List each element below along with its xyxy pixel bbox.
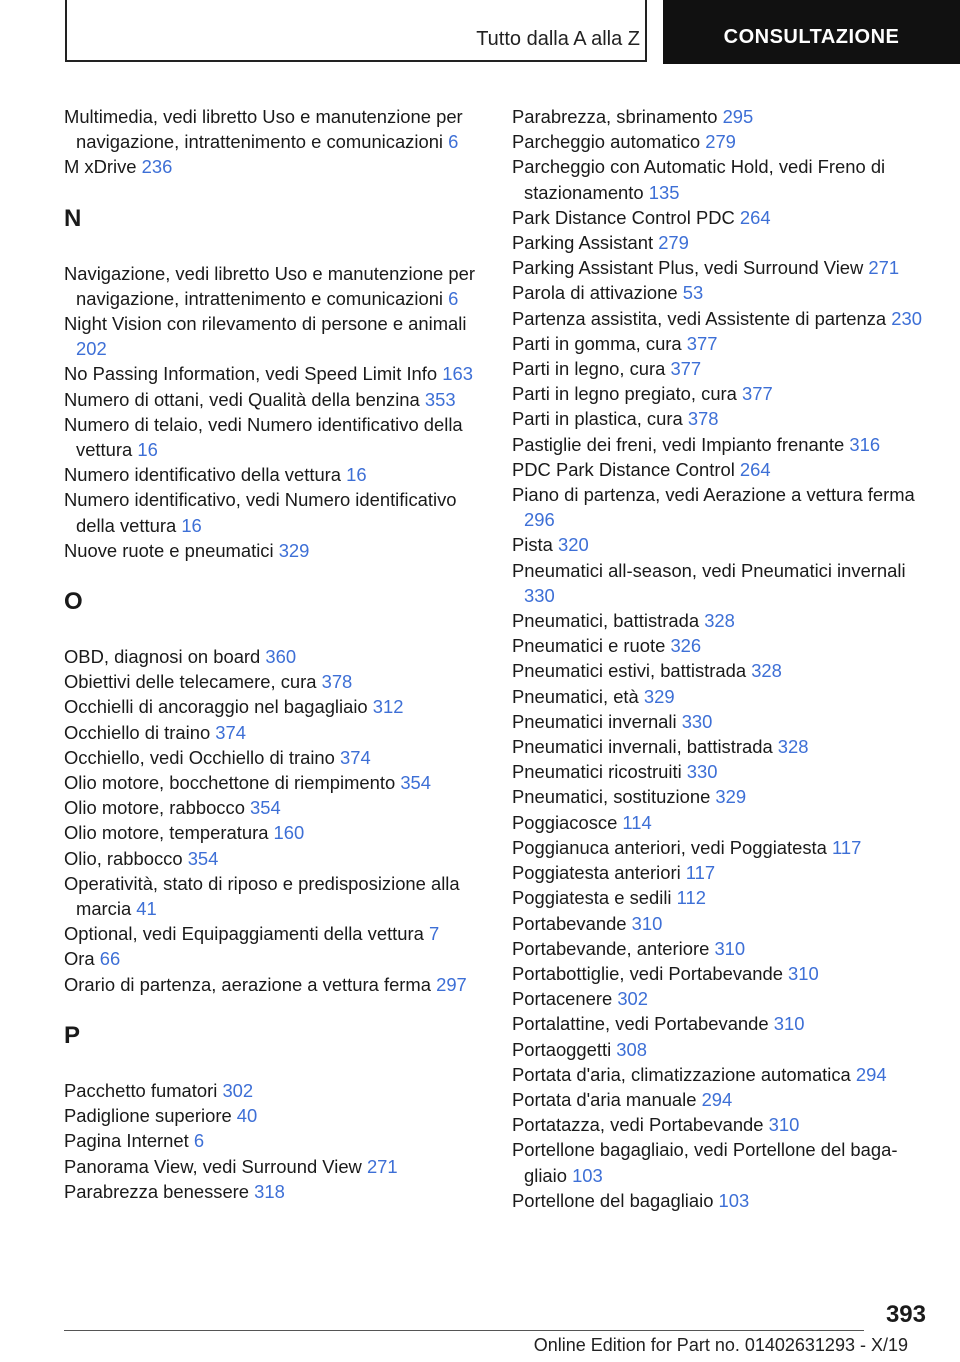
- index-letter-heading: N: [64, 204, 82, 232]
- index-term: PDC Park Distance Control: [512, 458, 740, 480]
- index-term: Navigazione, vedi libretto Uso e manutenzione per navigazione, intrattenimento e comunicazioni: [64, 262, 475, 309]
- page-reference-link[interactable]: 310: [773, 1013, 805, 1035]
- index-entry: [64, 387, 484, 412]
- index-term: Pagina Internet: [64, 1130, 194, 1152]
- index-term: Pneumatici e ruote: [512, 635, 671, 657]
- page-reference-link[interactable]: 329: [715, 786, 747, 808]
- page-reference-link[interactable]: 16: [181, 514, 202, 536]
- page-reference-link[interactable]: 264: [739, 458, 771, 480]
- index-entry: [512, 1011, 932, 1036]
- index-entry: [64, 745, 484, 770]
- index-entry: [512, 406, 932, 431]
- index-term: Poggianuca anteriori, vedi Poggiatesta: [512, 836, 833, 858]
- index-term: Parola di attivazione: [512, 282, 683, 304]
- page-reference-link[interactable]: 112: [676, 887, 706, 909]
- page-reference-link[interactable]: 328: [751, 660, 782, 682]
- index-term: Pneumatici estivi, battistrada: [512, 660, 752, 682]
- index-term: Pneumatici, età: [512, 685, 644, 707]
- index-term: Obiettivi delle telecamere, cura: [64, 671, 322, 693]
- index-term: Pacchetto fumatori: [64, 1079, 223, 1101]
- index-term: Padiglione superiore: [64, 1105, 237, 1127]
- page-reference-link[interactable]: 114: [622, 811, 652, 833]
- page-reference-link[interactable]: 378: [687, 408, 719, 430]
- page-reference-link[interactable]: 7: [428, 923, 440, 945]
- index-entry: [64, 669, 484, 694]
- index-term: Portaoggetti: [512, 1038, 617, 1060]
- index-term: Poggiatesta anteriori: [512, 862, 686, 884]
- page-reference-link[interactable]: 302: [222, 1079, 254, 1101]
- index-term: Olio motore, bocchettone di riempimento: [64, 772, 401, 794]
- index-term: Poggiatesta e sedili: [512, 887, 677, 909]
- page-reference-link[interactable]: 353: [424, 388, 456, 410]
- page-reference-link[interactable]: 310: [768, 1114, 800, 1136]
- page-reference-link[interactable]: 271: [366, 1155, 398, 1177]
- index-term: Parabrezza benessere: [64, 1180, 255, 1202]
- index-entry: [512, 936, 932, 961]
- index-entry: [512, 1062, 932, 1087]
- page-reference-link[interactable]: 66: [99, 948, 121, 970]
- index-entry: [512, 860, 932, 885]
- index-entry: [64, 1103, 484, 1128]
- index-entry: [512, 154, 932, 204]
- page-reference-link[interactable]: 328: [704, 610, 735, 632]
- index-entry: [64, 846, 484, 871]
- index-entry: [512, 709, 932, 734]
- index-entry: [64, 1154, 484, 1179]
- page-reference-link[interactable]: 377: [670, 358, 702, 380]
- index-term: Park Distance Control PDC: [512, 206, 740, 228]
- page-reference-link[interactable]: 329: [278, 539, 310, 561]
- index-term: No Passing Information, vedi Speed Limit Info: [64, 363, 443, 385]
- index-term: Parking Assistant: [512, 232, 659, 254]
- index-term: Panorama View, vedi Surround View: [64, 1155, 367, 1177]
- index-entry: [64, 972, 484, 997]
- index-term: Pneumatici invernali: [512, 710, 682, 732]
- page-reference-link[interactable]: 163: [442, 363, 473, 385]
- page-reference-link[interactable]: 236: [141, 156, 173, 178]
- page-reference-link[interactable]: 294: [701, 1088, 733, 1110]
- index-term: Multimedia, vedi libretto Uso e manutenzione per navigazione, intrattenimento e comunicazioni: [64, 106, 463, 153]
- index-term: Poggiacosce: [512, 811, 623, 833]
- page-reference-link[interactable]: 135: [648, 181, 680, 203]
- page-reference-link[interactable]: 378: [321, 671, 353, 693]
- index-entry: [512, 1087, 932, 1112]
- page-reference-link[interactable]: 297: [436, 973, 467, 995]
- index-term: Parcheggio automatico: [512, 131, 706, 153]
- page-reference-link[interactable]: 316: [849, 433, 881, 455]
- index-term: Parabrezza, sbrinamento: [512, 106, 723, 127]
- index-entry: [512, 986, 932, 1011]
- index-entry: [512, 482, 932, 532]
- index-term: Portata d'aria manuale: [512, 1088, 702, 1110]
- index-term: Portatazza, vedi Portabevande: [512, 1114, 769, 1136]
- index-entry: [64, 871, 484, 921]
- page-number: 393: [885, 1301, 926, 1328]
- index-term: M xDrive: [64, 156, 142, 178]
- index-term: Pneumatici all-season, vedi Pneumatici invernali: [512, 559, 906, 581]
- index-term: Parti in legno pregiato, cura: [512, 383, 743, 405]
- index-entry: [64, 261, 484, 311]
- index-entry: [64, 1128, 484, 1153]
- page-reference-link[interactable]: 41: [136, 898, 157, 920]
- index-entry: [512, 1188, 932, 1213]
- index-entry: [64, 946, 484, 971]
- index-entry: [64, 820, 484, 845]
- index-term: Parking Assistant Plus, vedi Surround View: [512, 257, 869, 279]
- index-term: Pneumatici ricostruiti: [512, 761, 687, 783]
- index-entry: [512, 759, 932, 784]
- index-term: Olio, rabbocco: [64, 847, 188, 869]
- index-term: Pista: [512, 534, 558, 556]
- index-entry: [512, 608, 932, 633]
- index-entry: [512, 104, 932, 129]
- page-reference-link[interactable]: 103: [572, 1164, 603, 1186]
- page-reference-link[interactable]: 264: [739, 206, 771, 228]
- index-term: Numero identificativo, vedi Numero identificativo della vettura: [64, 489, 457, 536]
- page-reference-link[interactable]: 354: [187, 847, 219, 869]
- index-entry: [64, 462, 484, 487]
- index-term: Portalattine, vedi Portabevande: [512, 1013, 774, 1035]
- index-entry: [64, 311, 484, 361]
- index-term: Occhiello di traino: [64, 721, 216, 743]
- page-reference-link[interactable]: 6: [193, 1130, 205, 1152]
- index-term: Olio motore, temperatura: [64, 822, 274, 844]
- page-reference-link[interactable]: 295: [722, 106, 754, 127]
- index-entry: [512, 810, 932, 835]
- page-reference-link[interactable]: 6: [448, 131, 459, 153]
- index-entry: [64, 720, 484, 745]
- index-entry: [512, 1112, 932, 1137]
- page-reference-link[interactable]: 354: [400, 772, 431, 794]
- page-reference-link[interactable]: 377: [686, 332, 718, 354]
- index-entry: [64, 412, 484, 462]
- page-reference-link[interactable]: 330: [681, 710, 713, 732]
- page-reference-link[interactable]: 40: [236, 1105, 258, 1127]
- index-term: Pneumatici invernali, battistrada: [512, 736, 778, 758]
- index-letter-heading: P: [64, 1021, 81, 1049]
- page-reference-link[interactable]: 6: [448, 287, 459, 309]
- index-entry: [64, 538, 484, 563]
- page-reference-link[interactable]: 16: [346, 464, 367, 486]
- index-term: Pneumatici, battistrada: [512, 610, 705, 632]
- page-reference-link[interactable]: 354: [250, 797, 281, 819]
- page-reference-link[interactable]: 320: [558, 534, 589, 556]
- index-letter-heading: O: [64, 588, 83, 616]
- index-column-left: [64, 104, 484, 1204]
- index-term: Parcheggio con Automatic Hold, vedi Freno di stazionamento: [512, 156, 886, 203]
- page-reference-link[interactable]: 310: [714, 937, 746, 959]
- index-entry: [512, 205, 932, 230]
- page-reference-link[interactable]: 202: [76, 338, 107, 360]
- index-entry: [64, 921, 484, 946]
- index-term: Operatività, stato di riposo e predisposizione alla marcia: [64, 872, 460, 920]
- page-reference-link[interactable]: 117: [832, 836, 862, 858]
- page-reference-link[interactable]: 103: [718, 1189, 750, 1211]
- page-reference-link[interactable]: 279: [705, 131, 736, 153]
- index-term: Portabottiglie, vedi Portabevande: [512, 962, 789, 984]
- index-entry: [512, 961, 932, 986]
- index-entry: [512, 306, 932, 331]
- page-reference-link[interactable]: 330: [524, 584, 555, 606]
- index-entry: [512, 911, 932, 936]
- index-entry: [64, 694, 484, 719]
- index-term: Portellone del bagagliaio: [512, 1189, 719, 1211]
- index-entry: [64, 1078, 484, 1103]
- index-entry: [512, 457, 932, 482]
- index-entry: [512, 684, 932, 709]
- page-reference-link[interactable]: 53: [682, 282, 704, 304]
- index-entry: [512, 331, 932, 356]
- footer-divider: [64, 1330, 864, 1331]
- index-entry: [64, 361, 484, 386]
- index-term: Orario di partenza, aerazione a vettura ferma: [64, 973, 437, 995]
- index-entry: [512, 633, 932, 658]
- index-entry: [512, 1037, 932, 1062]
- index-entry: [512, 280, 932, 305]
- index-term: Numero identificativo della vettura: [64, 464, 347, 486]
- section-title: Tutto dalla A alla Z: [476, 28, 640, 50]
- index-entry: [512, 532, 932, 557]
- index-column-right: [512, 104, 932, 1213]
- index-entry: [512, 230, 932, 255]
- page-reference-link[interactable]: 296: [524, 509, 555, 531]
- page-reference-link[interactable]: 310: [788, 962, 819, 984]
- index-term: Portata d'aria, climatizzazione automatica: [512, 1063, 856, 1085]
- index-entry: [64, 795, 484, 820]
- index-term: Numero di telaio, vedi Numero identificativo della vettura: [64, 413, 463, 461]
- index-term: Parti in plastica, cura: [512, 408, 688, 430]
- index-term: Ora: [64, 948, 100, 970]
- index-term: Pneumatici, sostituzione: [512, 786, 716, 808]
- page-reference-link[interactable]: 294: [855, 1063, 887, 1085]
- page-reference-link[interactable]: 302: [617, 988, 648, 1010]
- index-term: Parti in gomma, cura: [512, 332, 687, 354]
- page-reference-link[interactable]: 329: [643, 685, 675, 707]
- index-term: Piano di partenza, vedi Aerazione a vettura ferma: [512, 484, 915, 506]
- index-entry: [64, 1179, 484, 1204]
- page-reference-link[interactable]: 326: [670, 635, 702, 657]
- index-entry: [512, 432, 932, 457]
- page-reference-link[interactable]: 374: [340, 746, 371, 768]
- page-reference-link[interactable]: 308: [616, 1038, 647, 1060]
- index-entry: [64, 644, 484, 669]
- index-entry: [64, 104, 484, 154]
- index-entry: [512, 356, 932, 381]
- chapter-tab: CONSULTAZIONE: [663, 0, 960, 64]
- index-term: Portabevande, anteriore: [512, 937, 715, 959]
- index-entry: [512, 255, 932, 280]
- page-reference-link[interactable]: 374: [215, 721, 246, 743]
- index-term: Nuove ruote e pneumatici: [64, 539, 279, 561]
- index-entry: [512, 784, 932, 809]
- index-term: Occhiello, vedi Occhiello di traino: [64, 746, 340, 768]
- page-reference-link[interactable]: 279: [658, 232, 689, 254]
- index-term: Occhielli di ancoraggio nel bagagliaio: [64, 696, 373, 718]
- page-reference-link[interactable]: 330: [686, 761, 718, 783]
- page-reference-link[interactable]: 360: [265, 646, 297, 668]
- index-entry: [512, 885, 932, 910]
- index-term: Portacenere: [512, 988, 618, 1010]
- index-term: Parti in legno, cura: [512, 358, 671, 380]
- index-term: Numero di ottani, vedi Qualità della benzina: [64, 388, 425, 410]
- index-entry: [512, 658, 932, 683]
- index-entry: [64, 154, 484, 179]
- page-reference-link[interactable]: 312: [372, 696, 404, 718]
- index-term: Night Vision con rilevamento di persone e animali: [64, 313, 467, 335]
- index-entry: [512, 1137, 932, 1187]
- index-entry: [512, 835, 932, 860]
- page-reference-link[interactable]: 117: [685, 862, 716, 884]
- page-reference-link[interactable]: 377: [742, 383, 773, 405]
- index-entry: [512, 381, 932, 406]
- page-reference-link[interactable]: 230: [891, 307, 922, 329]
- index-term: Optional, vedi Equipaggiamenti della vettura: [64, 923, 429, 945]
- index-entry: [512, 734, 932, 759]
- page-reference-link[interactable]: 310: [631, 912, 663, 934]
- page-reference-link[interactable]: 328: [777, 736, 809, 758]
- footer-edition: Online Edition for Part no. 01402631293 - X/19: [533, 1335, 908, 1355]
- page-reference-link[interactable]: 318: [254, 1180, 285, 1202]
- index-entry: [64, 770, 484, 795]
- index-entry: [512, 129, 932, 154]
- index-term: Olio motore, rabbocco: [64, 797, 251, 819]
- page-reference-link[interactable]: 16: [137, 439, 158, 461]
- page-reference-link[interactable]: 271: [868, 257, 900, 279]
- index-term: Partenza assistita, vedi Assistente di partenza: [512, 307, 892, 329]
- index-term: OBD, diagnosi on board: [64, 646, 266, 668]
- index-entry: [64, 487, 484, 537]
- index-entry: [512, 558, 932, 608]
- index-term: Pastiglie dei freni, vedi Impianto frenante: [512, 433, 850, 455]
- index-term: Portabevande: [512, 912, 632, 934]
- index-term: Portellone bagagliaio, vedi Portellone del bagagliaio: [512, 1139, 898, 1186]
- page-reference-link[interactable]: 160: [273, 822, 305, 844]
